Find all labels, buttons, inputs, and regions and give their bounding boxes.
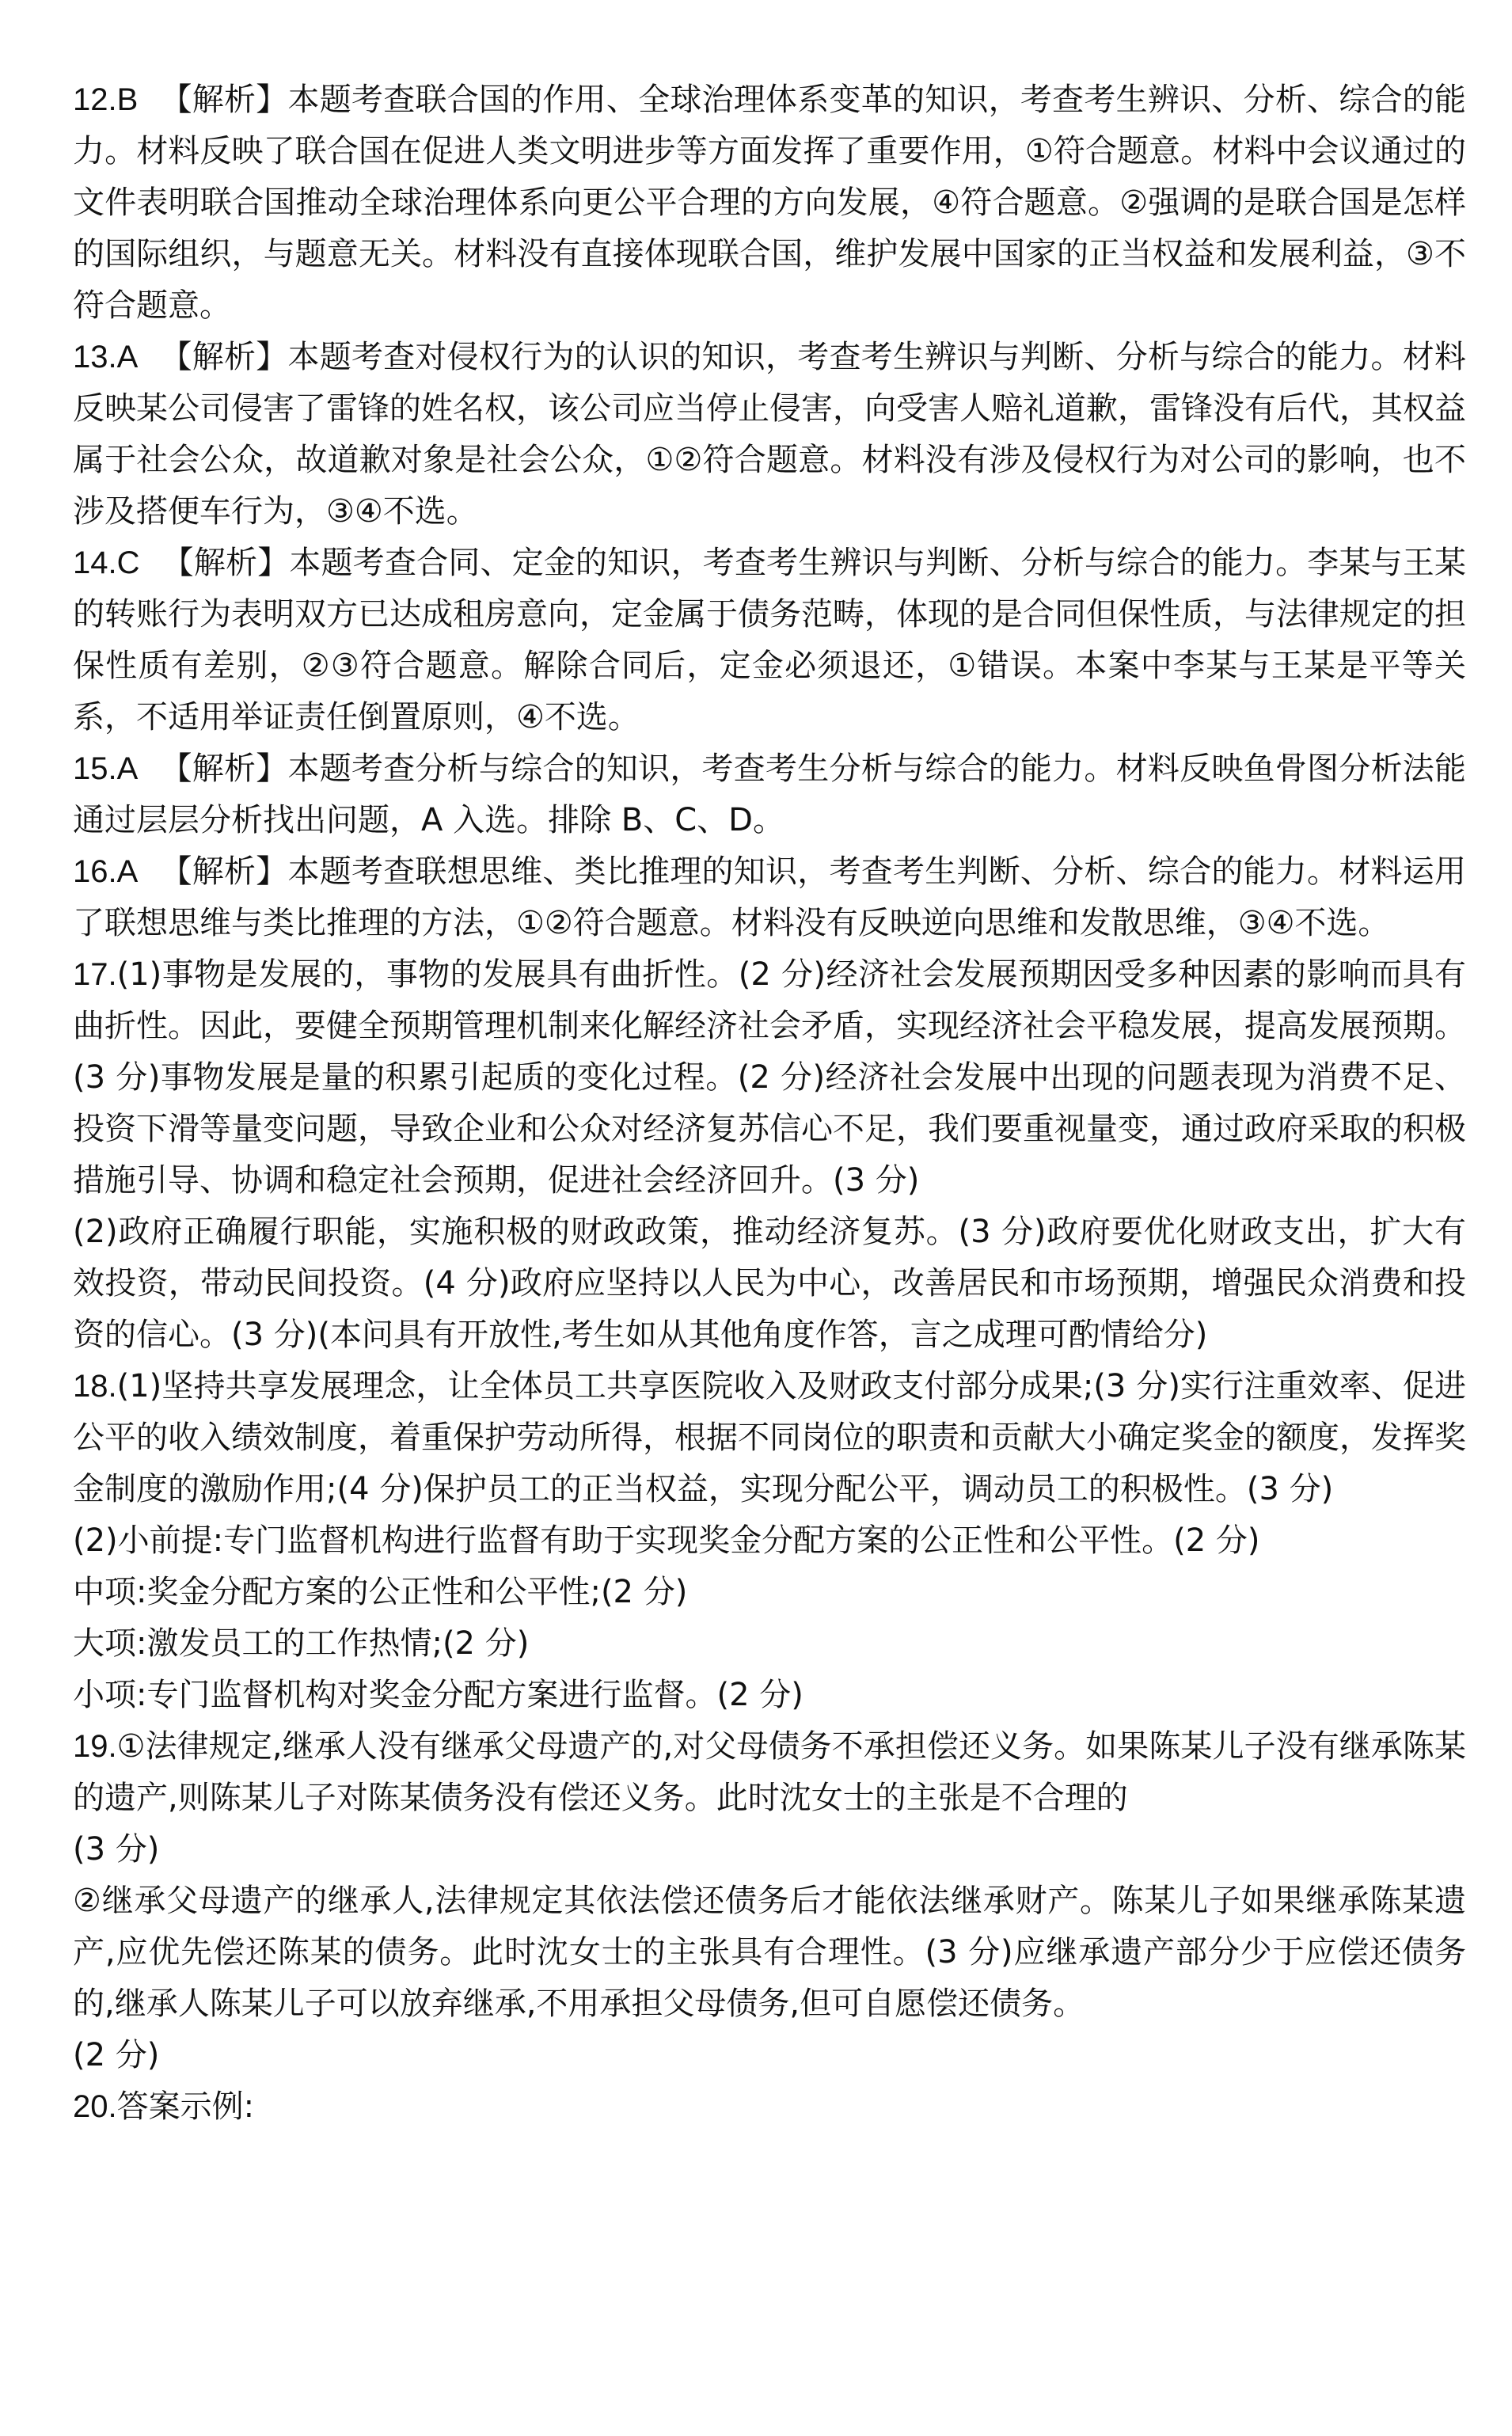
answer-18-major-term <box>73 1618 1466 1670</box>
answer-19-part-2 <box>73 1875 1466 2030</box>
answer-text: (2)政府正确履行职能，实施积极的财政政策，推动经济复苏。(3 分)政府要优化财政支出，扩大有效投资，带动民间投资。(4 分)政府应坚持以人民为中心，改善居民和市场预期，增强民众消费和投资的信心。(3 分)(本问具有开放性,考生如从其他角度作答，言之成理可酌情给分) <box>73 1214 1466 1353</box>
answer-document <box>73 74 1466 2133</box>
question-number: 19. <box>73 1729 117 1764</box>
question-number: 15.A <box>73 751 139 786</box>
question-number: 20. <box>73 2089 117 2124</box>
answer-19-part-2-score <box>73 2030 1466 2081</box>
answer-19-part-1 <box>73 1721 1466 1824</box>
answer-17-part-2 <box>73 1207 1466 1361</box>
answer-16 <box>73 846 1466 949</box>
question-number: 17. <box>73 957 117 992</box>
answer-text: 大项:激发员工的工作热情;(2 分) <box>73 1625 530 1662</box>
answer-17-part-1 <box>73 949 1466 1207</box>
question-number: 18. <box>73 1369 117 1404</box>
answer-12 <box>73 74 1466 332</box>
answer-13 <box>73 332 1466 538</box>
answer-18-part-1 <box>73 1361 1466 1515</box>
answer-19-part-1-score <box>73 1824 1466 1875</box>
answer-text: 【解析】本题考查联合国的作用、全球治理体系变革的知识，考查考生辨识、分析、综合的能力。材料反映了联合国在促进人类文明进步等方面发挥了重要作用，①符合题意。材料中会议通过的文件表明联合国推动全球治理体系向更公平合理的方向发展，④符合题意。②强调的是联合国是怎样的国际组织，与题意无关。材料没有直接体现联合国，维护发展中国家的正当权益和发展利益，③不符合题意。 <box>73 82 1466 324</box>
question-number: 12.B <box>73 82 139 117</box>
answer-text: 中项:奖金分配方案的公正性和公平性;(2 分) <box>73 1574 688 1610</box>
question-number: 13.A <box>73 340 139 374</box>
answer-text: (2)小前提:专门监督机构进行监督有助于实现奖金分配方案的公正性和公平性。(2 分) <box>73 1522 1260 1559</box>
answer-text: 小项:专门监督机构对奖金分配方案进行监督。(2 分) <box>73 1677 803 1713</box>
answer-text: 答案示例: <box>116 2088 255 2125</box>
answer-14 <box>73 538 1466 743</box>
answer-text: (1)坚持共享发展理念，让全体员工共享医院收入及财政支付部分成果;(3 分)实行注重效率、促进公平的收入绩效制度，着重保护劳动所得，根据不同岗位的职责和贡献大小确定奖金的额度，发挥奖金制度的激励作用;(4 分)保护员工的正当权益，实现分配公平，调动员工的积极性。(3 分) <box>73 1368 1466 1507</box>
score-text: (3 分) <box>73 1831 160 1868</box>
question-number: 14.C <box>73 545 140 580</box>
answer-18-middle-term <box>73 1567 1466 1618</box>
answer-18-minor-term <box>73 1670 1466 1721</box>
answer-18-minor-premise <box>73 1515 1466 1567</box>
answer-text: 【解析】本题考查合同、定金的知识，考查考生辨识与判断、分析与综合的能力。李某与王某的转账行为表明双方已达成租房意向，定金属于债务范畴，体现的是合同但保性质，与法律规定的担保性质有差别，②③符合题意。解除合同后，定金必须退还，①错误。本案中李某与王某是平等关系，不适用举证责任倒置原则，④不选。 <box>73 545 1466 735</box>
answer-text: (1)事物是发展的，事物的发展具有曲折性。(2 分)经济社会发展预期因受多种因素的影响而具有曲折性。因此，要健全预期管理机制来化解经济社会矛盾，实现经济社会平稳发展，提高发展预期。(3 分)事物发展是量的积累引起质的变化过程。(2 分)经济社会发展中出现的问题表现为消费不足、投资下滑等量变问题，导致企业和公众对经济复苏信心不足，我们要重视量变，通过政府采取的积极措施引导、协调和稳定社会预期，促进社会经济回升。(3 分) <box>73 956 1466 1199</box>
answer-text: ①法律规定,继承人没有继承父母遗产的,对父母债务不承担偿还义务。如果陈某儿子没有继承陈某的遗产,则陈某儿子对陈某债务没有偿还义务。此时沈女士的主张是不合理的 <box>73 1728 1466 1816</box>
answer-text: 【解析】本题考查分析与综合的知识，考查考生分析与综合的能力。材料反映鱼骨图分析法能通过层层分析找出问题，A 入选。排除 B、C、D。 <box>73 751 1466 838</box>
answer-15 <box>73 743 1466 846</box>
score-text: (2 分) <box>73 2037 160 2073</box>
answer-text: ②继承父母遗产的继承人,法律规定其依法偿还债务后才能依法继承财产。陈某儿子如果继承陈某遗产,应优先偿还陈某的债务。此时沈女士的主张具有合理性。(3 分)应继承遗产部分少于应偿还债务的,继承人陈某儿子可以放弃继承,不用承担父母债务,但可自愿偿还债务。 <box>73 1883 1466 2022</box>
answer-text: 【解析】本题考查对侵权行为的认识的知识，考查考生辨识与判断、分析与综合的能力。材料反映某公司侵害了雷锋的姓名权，该公司应当停止侵害，向受害人赔礼道歉，雷锋没有后代，其权益属于社会公众，故道歉对象是社会公众，①②符合题意。材料没有涉及侵权行为对公司的影响，也不涉及搭便车行为，③④不选。 <box>73 339 1466 530</box>
answer-20 <box>73 2081 1466 2133</box>
answer-text: 【解析】本题考查联想思维、类比推理的知识，考查考生判断、分析、综合的能力。材料运用了联想思维与类比推理的方法，①②符合题意。材料没有反映逆向思维和发散思维，③④不选。 <box>73 853 1466 941</box>
question-number: 16.A <box>73 854 139 889</box>
